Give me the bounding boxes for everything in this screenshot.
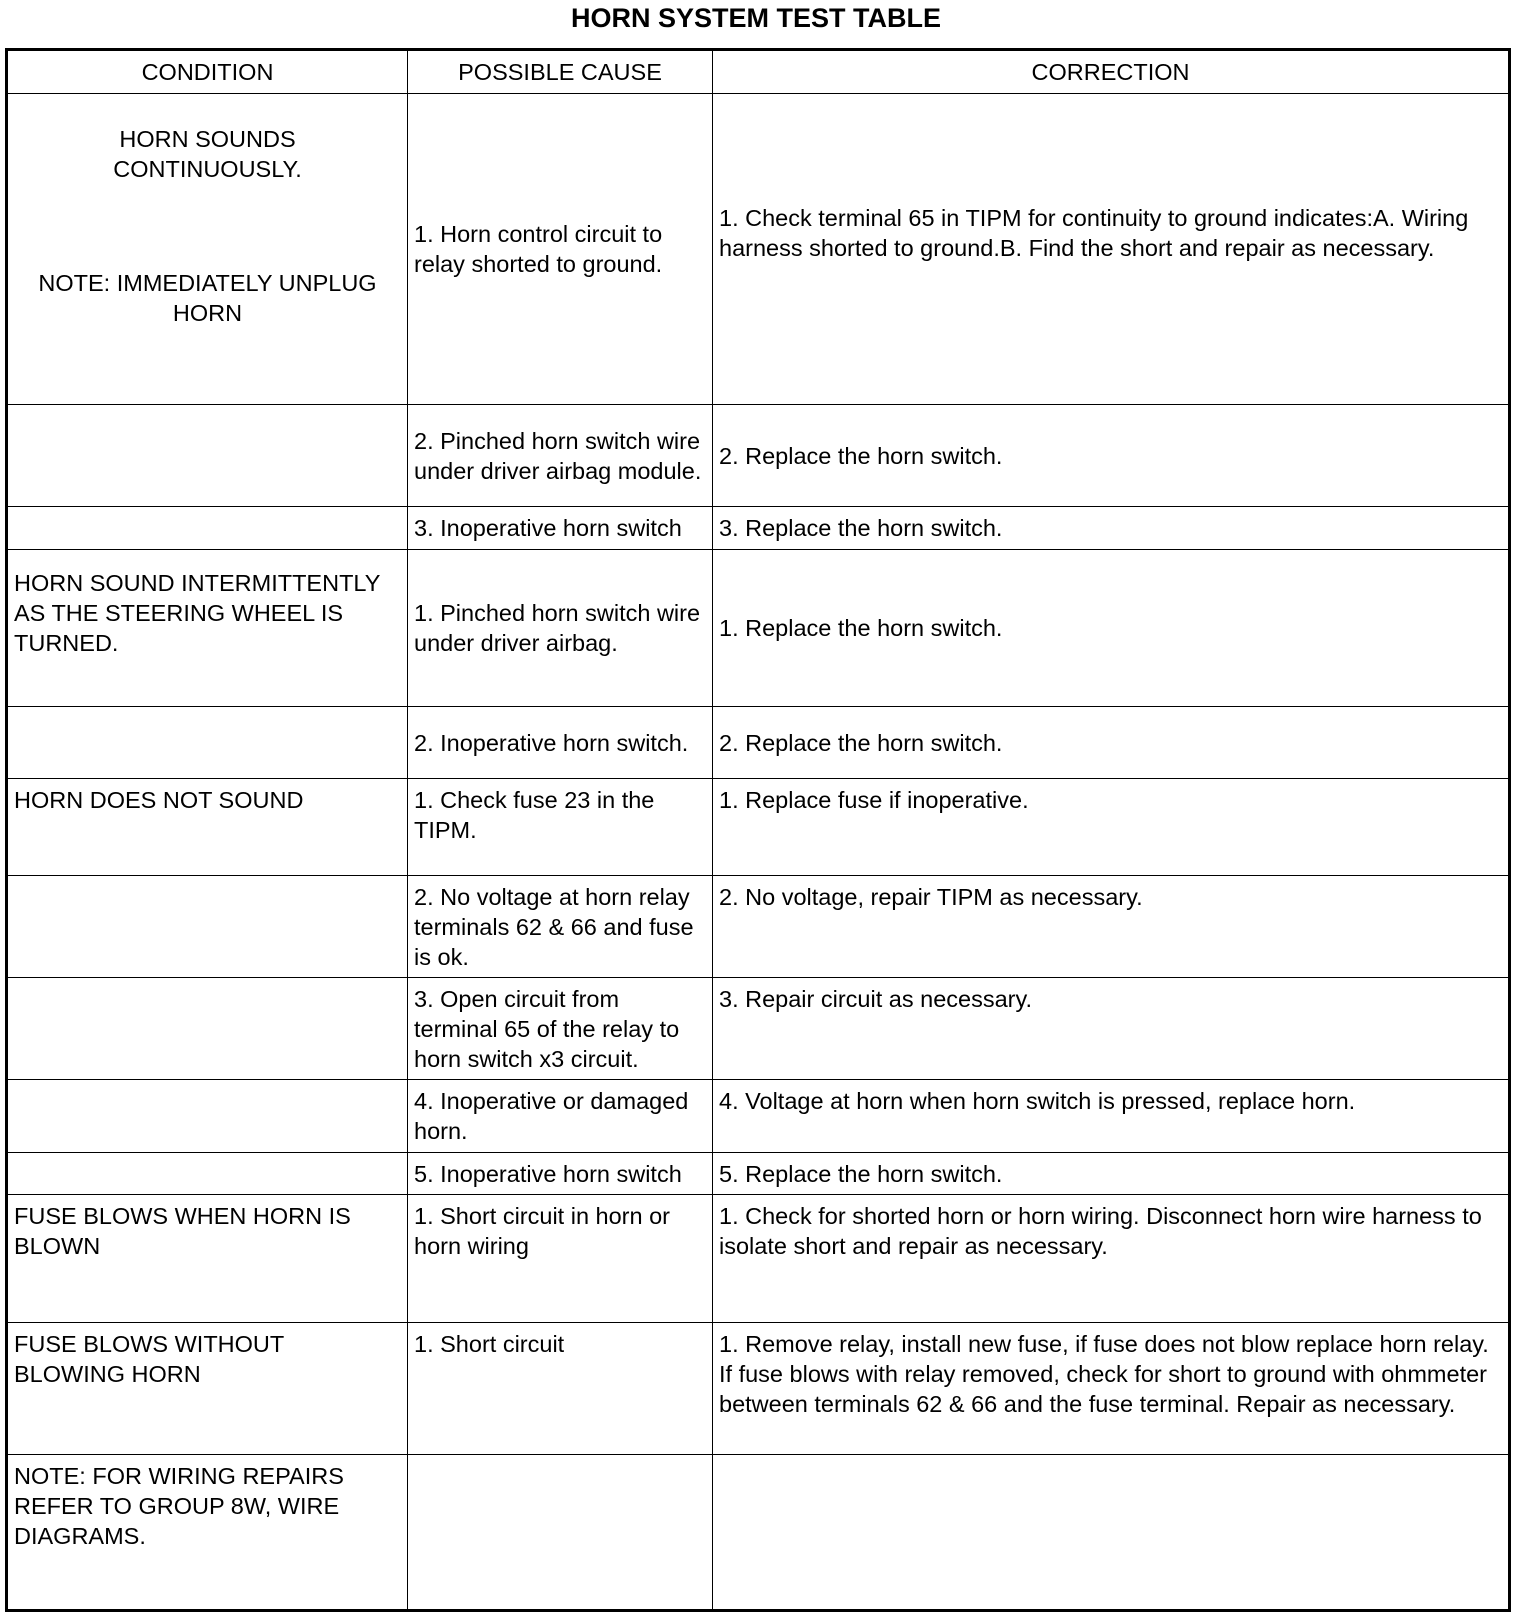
- condition-cell: [7, 507, 408, 550]
- table-row: [7, 507, 1510, 550]
- condition-cell: [7, 94, 408, 405]
- correction-cell: 3. Repair circuit as necessary.: [713, 978, 1510, 1080]
- table-row: [7, 779, 1510, 876]
- table-title: HORN SYSTEM TEST TABLE: [570, 3, 941, 33]
- table-row: [7, 550, 1510, 707]
- cause-cell: 3. Inoperative horn switch: [408, 507, 713, 550]
- table-row: [7, 1455, 1510, 1611]
- correction-cell: 3. Replace the horn switch.: [713, 507, 1510, 550]
- condition-cell: NOTE: FOR WIRING REPAIRS REFER TO GROUP 8W, WIRE DIAGRAMS.: [7, 1455, 408, 1611]
- condition-cell: [7, 707, 408, 779]
- correction-cell: 1. Remove relay, install new fuse, if fuse does not blow replace horn relay. If fuse blows with relay removed, check for short to ground with ohmmeter between terminals 62 & 66 and the fuse terminal. Repair as necessary.: [713, 1323, 1510, 1455]
- table-row: [7, 1195, 1510, 1323]
- correction-cell: 5. Replace the horn switch.: [713, 1153, 1510, 1195]
- table-row: [7, 1323, 1510, 1455]
- cause-cell: 5. Inoperative horn switch: [408, 1153, 713, 1195]
- condition-note: NOTE: IMMEDIATELY UNPLUG HORN: [38, 270, 377, 326]
- spacer: [14, 214, 401, 238]
- cause-cell: 1. Short circuit: [408, 1323, 713, 1455]
- cause-cell: 2. Pinched horn switch wire under driver airbag module.: [408, 405, 713, 507]
- correction-cell: 1. Check terminal 65 in TIPM for continuity to ground indicates:A. Wiring harness shorted to ground.B. Find the short and repair as necessary.: [713, 94, 1510, 405]
- condition-cell: HORN SOUND INTERMITTENTLY AS THE STEERING WHEEL IS TURNED.: [7, 550, 408, 707]
- correction-cell: 4. Voltage at horn when horn switch is pressed, replace horn.: [713, 1080, 1510, 1153]
- table-row: [7, 1080, 1510, 1153]
- correction-cell: [713, 1455, 1510, 1611]
- condition-cell: [7, 876, 408, 978]
- correction-cell: 1. Check for shorted horn or horn wiring. Disconnect horn wire harness to isolate short and repair as necessary.: [713, 1195, 1510, 1323]
- condition-cell: [7, 1080, 408, 1153]
- horn-test-table: [5, 48, 1511, 1612]
- header-possible-cause: POSSIBLE CAUSE: [408, 50, 713, 94]
- condition-cell: [7, 1153, 408, 1195]
- cause-cell: 2. No voltage at horn relay terminals 62 & 66 and fuse is ok.: [408, 876, 713, 978]
- condition-cell: FUSE BLOWS WITHOUT BLOWING HORN: [7, 1323, 408, 1455]
- table-row: [7, 707, 1510, 779]
- condition-cell: FUSE BLOWS WHEN HORN IS BLOWN: [7, 1195, 408, 1323]
- correction-cell: 2. No voltage, repair TIPM as necessary.: [713, 876, 1510, 978]
- condition-line: HORN SOUNDS CONTINUOUSLY.: [113, 126, 302, 182]
- condition-cell: [7, 978, 408, 1080]
- condition-cell: [7, 405, 408, 507]
- cause-cell: [408, 1455, 713, 1611]
- correction-cell: 2. Replace the horn switch.: [713, 405, 1510, 507]
- cause-cell: 4. Inoperative or damaged horn.: [408, 1080, 713, 1153]
- cause-cell: 1. Horn control circuit to relay shorted to ground.: [408, 94, 713, 405]
- correction-cell: 1. Replace fuse if inoperative.: [713, 779, 1510, 876]
- correction-cell: 1. Replace the horn switch.: [713, 550, 1510, 707]
- header-correction: CORRECTION: [713, 50, 1510, 94]
- correction-cell: 2. Replace the horn switch.: [713, 707, 1510, 779]
- table-row: [7, 405, 1510, 507]
- condition-cell: HORN DOES NOT SOUND: [7, 779, 408, 876]
- table-row: [7, 978, 1510, 1080]
- cause-cell: 1. Check fuse 23 in the TIPM.: [408, 779, 713, 876]
- header-row: [7, 50, 1510, 94]
- table-row: [7, 94, 1510, 405]
- table-row: [7, 1153, 1510, 1195]
- cause-cell: 3. Open circuit from terminal 65 of the relay to horn switch x3 circuit.: [408, 978, 713, 1080]
- header-condition: CONDITION: [7, 50, 408, 94]
- cause-cell: 1. Pinched horn switch wire under driver airbag.: [408, 550, 713, 707]
- cause-cell: 2. Inoperative horn switch.: [408, 707, 713, 779]
- cause-cell: 1. Short circuit in horn or horn wiring: [408, 1195, 713, 1323]
- table-row: [7, 876, 1510, 978]
